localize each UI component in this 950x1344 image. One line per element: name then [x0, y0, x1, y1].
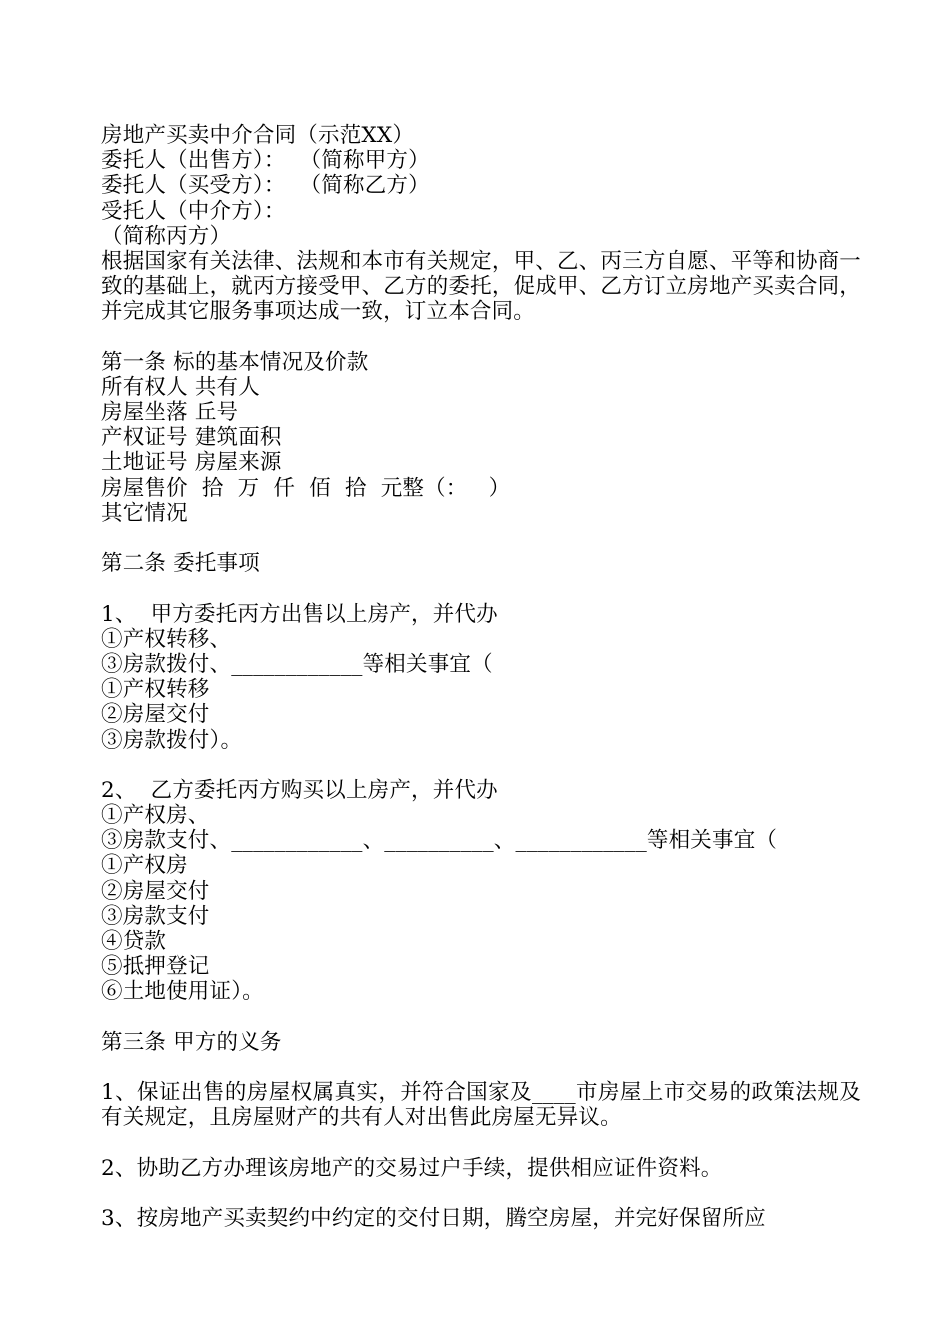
article3-item-2: 2、协助乙方办理该房地产的交易过户手续，提供相应证件资料。 — [101, 1155, 723, 1181]
article2-item2-line: ②房屋交付 — [101, 878, 210, 904]
party-buyer: 委托人（买受方）： （简称乙方） — [101, 173, 430, 199]
article1-line: 房屋售价 拾 万 仟 佰 拾 元整（： ） — [101, 475, 511, 501]
article1-heading: 第一条 标的基本情况及价款 — [101, 349, 369, 375]
preamble-paragraph: 根据国家有关法律、法规和本市有关规定，甲、乙、丙三方自愿、平等和协商一致的基础上，就丙方接受甲、乙方的委托，促成甲、乙方订立房地产买卖合同，并完成其它服务事项达成一致，订立本合同。 — [101, 248, 861, 325]
article2-item1-line: ②房屋交付 — [101, 702, 210, 728]
party-agent-abbrev: （简称丙方） — [101, 223, 232, 249]
document-body — [101, 123, 861, 1231]
article1-line: 土地证号 房屋来源 — [101, 450, 282, 476]
article1-line: 产权证号 建筑面积 — [101, 425, 282, 451]
article2-item2-line: ⑥土地使用证）。 — [101, 979, 264, 1005]
article1-line: 房屋坐落 丘号 — [101, 400, 239, 426]
article3-heading: 第三条 甲方的义务 — [101, 1029, 282, 1055]
party-seller: 委托人（出售方）： （简称甲方） — [101, 148, 430, 174]
article2-item2-line: ⑤抵押登记 — [101, 954, 210, 980]
article2-item2-line: 2、 乙方委托丙方购买以上房产，并代办 — [101, 777, 498, 803]
article1-line: 其它情况 — [101, 500, 188, 526]
party-agent: 受托人（中介方）： — [101, 198, 286, 224]
article2-item2-line: ①产权房、 — [101, 803, 210, 829]
article2-item2-line: ③房款支付 — [101, 903, 210, 929]
article2-item1-line: ①产权转移、 — [101, 626, 232, 652]
article2-item1-line: ③房款拨付、____________等相关事宜（ — [101, 651, 493, 677]
article1-line: 所有权人 共有人 — [101, 374, 260, 400]
article2-item2-line: ①产权房 — [101, 853, 188, 879]
article2-item1-line: ③房款拨付）。 — [101, 727, 243, 753]
article2-item1-line: ①产权转移 — [101, 677, 210, 703]
article2-item1-line: 1、 甲方委托丙方出售以上房产，并代办 — [101, 601, 498, 627]
article2-heading: 第二条 委托事项 — [101, 551, 260, 577]
document-title: 房地产买卖中介合同（示范XX） — [101, 123, 415, 148]
article2-item2-line: ③房款支付、____________、__________、____________等相关事宜（ — [101, 828, 778, 854]
article3-item-1: 1、保证出售的房屋权属真实，并符合国家及____市房屋上市交易的政策法规及有关规定，且房屋财产的共有人对出售此房屋无异议。 — [101, 1080, 861, 1131]
article3-item-3: 3、按房地产买卖契约中约定的交付日期，腾空房屋，并完好保留所应 — [101, 1206, 766, 1232]
article2-item2-line: ④贷款 — [101, 929, 167, 955]
